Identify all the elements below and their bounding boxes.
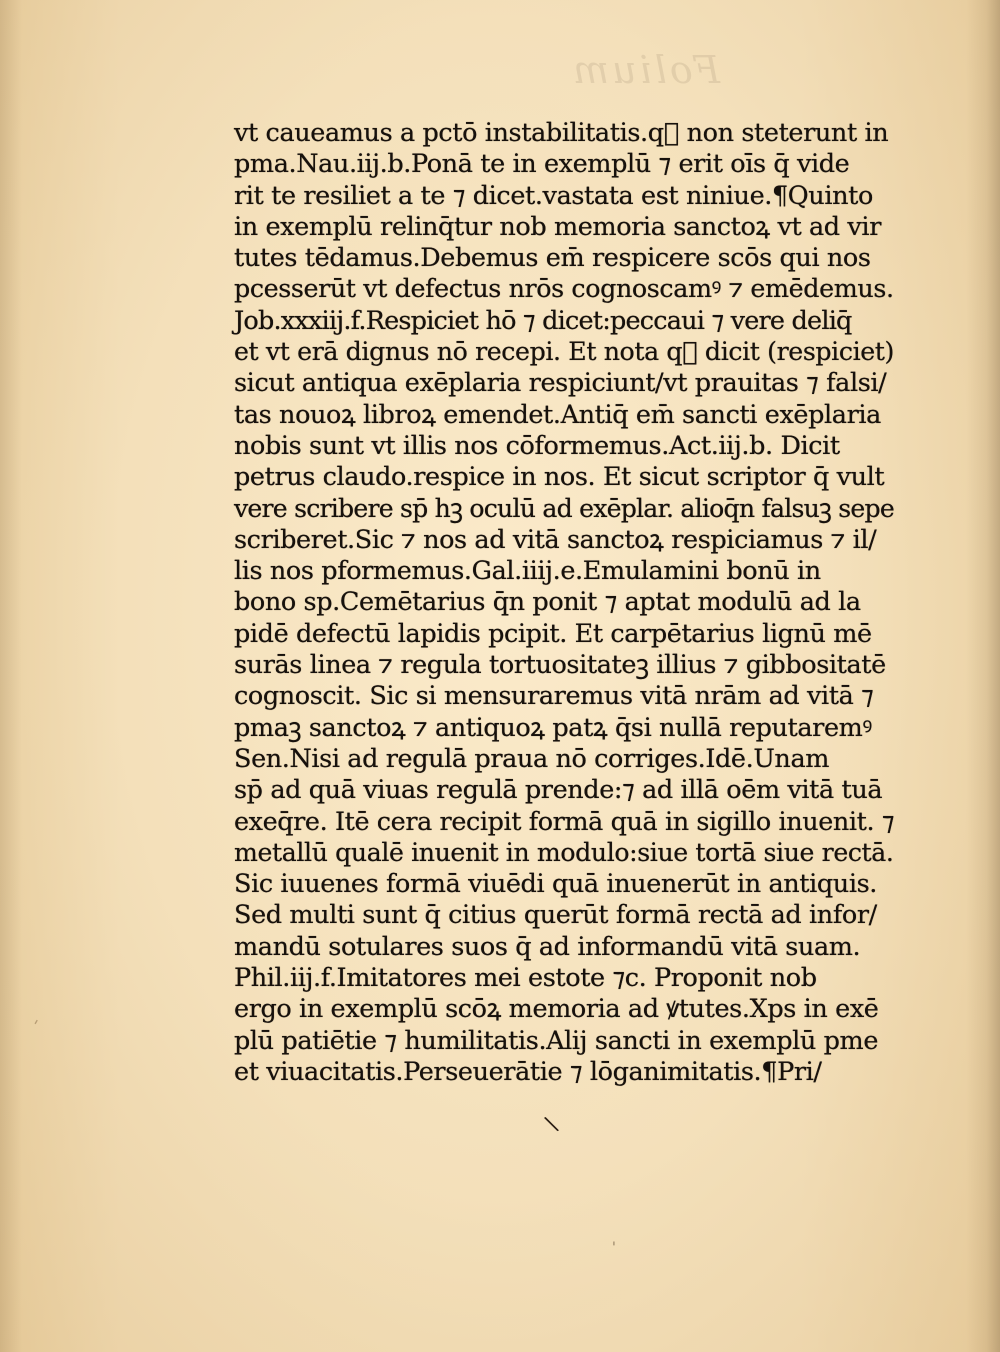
text-line: metallū qualē inuenit in modulo:siue tortā siue rectā. [234, 837, 894, 868]
text-line: Sen.Nisi ad regulā praua nō corriges.Idē.Unam [234, 743, 830, 774]
text-line: Sic iuuenes formā viuēdi quā inuenerūt in antiquis. [234, 869, 877, 900]
ink-stroke-mark: \ [542, 1111, 561, 1138]
text-line: vt caueamus a pctō instabilitatis.q᷑ non steterunt in [234, 118, 889, 148]
text-line: pmaꝫ sanctoꝝ ⁊ antiquoꝝ patꝝ q̄si nullā reputaremꝰ [234, 712, 872, 743]
text-line: in exemplū relinq̄tur nob memoria sanctoꝝ vt ad vir [234, 211, 881, 242]
page-gutter-shadow [0, 0, 22, 1352]
text-line: sicut antiqua exēplaria respiciunt/vt prauitas ⁊ falsi/ [234, 368, 887, 399]
text-line: sp̄ ad quā viuas regulā prende:⁊ ad illā oēm vitā tuā [234, 775, 883, 806]
text-line: pma.Nau.iij.b.Ponā te in exemplū ⁊ erit oīs q̄ vide [234, 149, 850, 180]
text-line: nobis sunt vt illis nos cōformemus.Act.iij.b. Dicit [234, 430, 840, 461]
text-line: rit te resiliet a te ⁊ dicet.vastata est niniue.¶Quinto [234, 180, 873, 211]
text-line: tutes tēdamus.Debemus em̄ respicere scōs qui nos [234, 243, 871, 274]
text-line: lis nos pformemus.Gal.iiij.e.Emulamini bonū in [234, 556, 821, 587]
text-line: bono sp.Cemētarius q̄n ponit ⁊ aptat modulū ad la [234, 587, 861, 618]
text-line: plū patiētie ⁊ humilitatis.Alij sancti in exemplū pme [234, 1025, 879, 1056]
text-line: pidē defectū lapidis pcipit. Et carpētarius lignū mē [234, 618, 872, 649]
text-line: mandū sotulares suos q̄ ad informandū vitā suam. [234, 931, 861, 962]
text-line: scriberet.Sic ⁊ nos ad vitā sanctoꝝ respiciamus ⁊ il/ [234, 524, 877, 555]
text-block [234, 118, 894, 1088]
text-line: Job.xxxiij.f.Respiciet hō ⁊ dicet:peccaui ⁊ vere deliq̄ [234, 305, 852, 336]
text-line: vere scribere sp̄ hꝫ oculū ad exēplar. alioq̄n falsuꝫ sepe [234, 493, 894, 524]
margin-speck-mark: ' [27, 1016, 41, 1035]
text-line: petrus claudo.respice in nos. Et sicut scriptor q̄ vult [234, 462, 885, 493]
text-line: surās linea ⁊ regula tortuositateꝫ illius ⁊ gibbositatē [234, 650, 886, 681]
text-line: et viuacitatis.Perseuerātie ⁊ lōganimitatis.¶Pri/ [234, 1056, 822, 1087]
text-line: Sed multi sunt q̄ citius querūt formā rectā ad infor/ [234, 900, 877, 931]
text-line: Phil.iij.f.Imitatores mei estote ⁊c. Proponit nob [234, 963, 817, 994]
text-line: et vt erā dignus nō recepi. Et nota q᷑ dicit (respiciet) [234, 337, 895, 368]
text-line: ergo in exemplū scōꝝ memoria ad ꝟtutes.Xps in exē [234, 994, 879, 1025]
text-line: pcesserūt vt defectus nrōs cognoscamꝰ ⁊ emēdemus. [234, 274, 894, 305]
text-line: cognoscit. Sic si mensuraremus vitā nrām ad vitā ⁊ [234, 681, 874, 712]
text-line: exeq̄re. Itē cera recipit formā quā in sigillo inuenit. ⁊ [234, 806, 895, 837]
text-line: tas nouoꝝ libroꝝ emendet.Antiq̄ em̄ sancti exēplaria [234, 399, 881, 430]
ink-dot-mark: ' [612, 1240, 616, 1256]
page-edge-shadow [966, 0, 1000, 1352]
bleed-through-folio-heading: Folium [570, 48, 720, 92]
